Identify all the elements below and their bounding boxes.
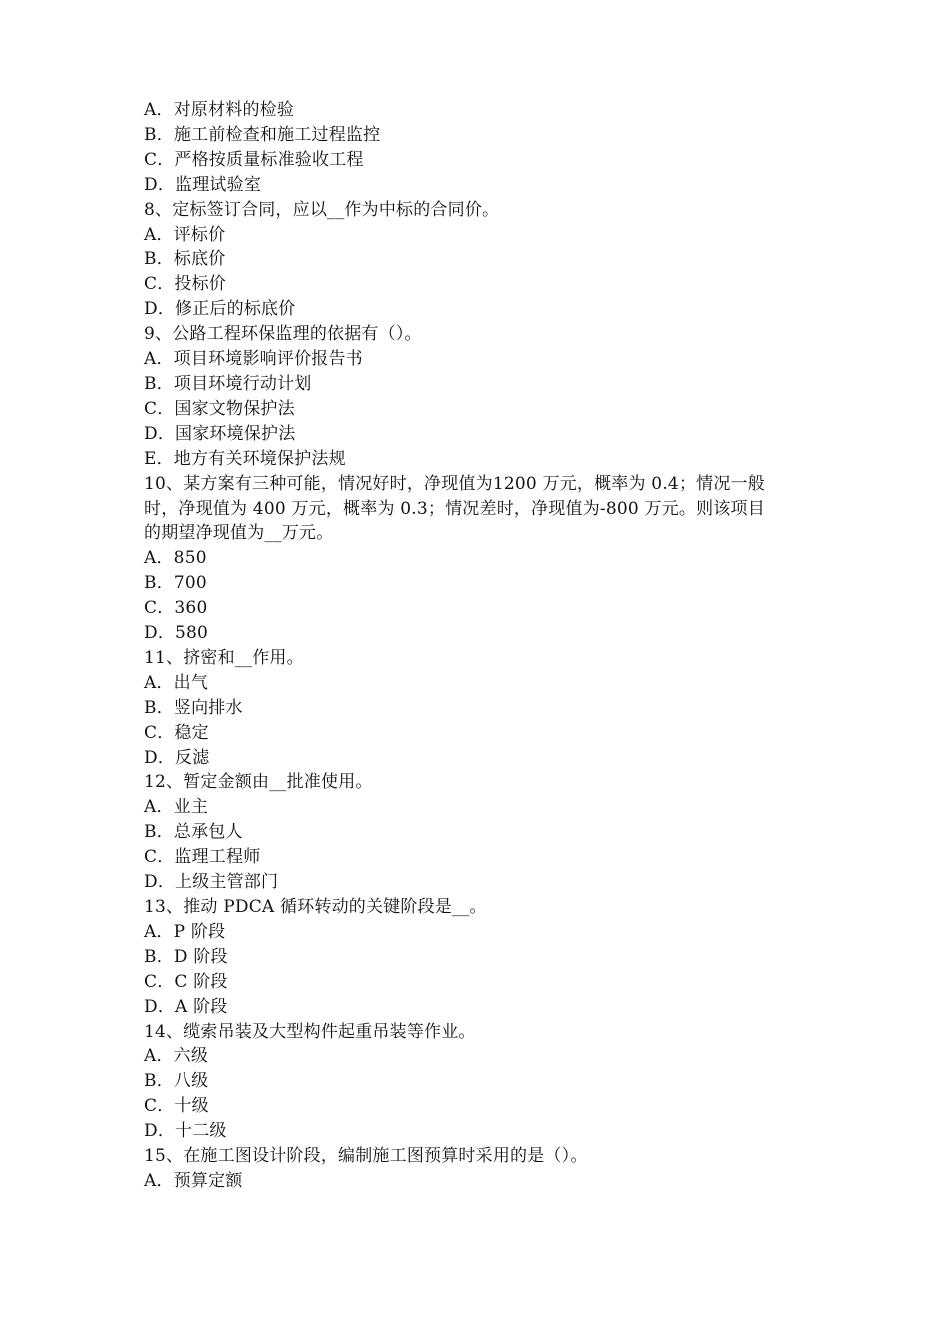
exam-text-body (144, 98, 812, 1194)
option-line: A．P 阶段 (144, 921, 226, 942)
question-11: 11、挤密和__作用。 (144, 647, 304, 668)
question-10-line-3: 的期望净现值为__万元。 (144, 523, 334, 544)
option-line: B．竖向排水 (144, 697, 243, 718)
option-line: D．监理试验室 (144, 174, 262, 195)
option-line: A．对原材料的检验 (144, 100, 295, 120)
option-line: C．监理工程师 (144, 847, 261, 868)
option-line: A．评标价 (144, 224, 226, 245)
option-line: C．稳定 (144, 722, 209, 743)
option-line: A．项目环境影响评价报告书 (144, 349, 363, 370)
option-line: C．投标价 (144, 274, 227, 295)
option-line: D．上级主管部门 (144, 872, 279, 893)
question-13: 13、推动 PDCA 循环转动的关键阶段是__。 (144, 897, 487, 917)
option-line: B．八级 (144, 1071, 209, 1092)
option-line: A．850 (144, 548, 207, 569)
option-line: D．修正后的标底价 (144, 299, 296, 320)
option-line: D．国家环境保护法 (144, 423, 296, 444)
option-line: D．十二级 (144, 1121, 227, 1142)
option-line: B．总承包人 (144, 822, 243, 843)
question-9: 9、公路工程环保监理的依据有（）。 (144, 324, 422, 345)
option-line: A．出气 (144, 672, 209, 693)
question-14: 14、缆索吊装及大型构件起重吊装等作业。 (144, 1021, 476, 1042)
option-line: A．业主 (144, 797, 209, 818)
option-line: C．360 (144, 598, 208, 619)
question-15: 15、在施工图设计阶段，编制施工图预算时采用的是（）。 (144, 1146, 588, 1167)
option-line: C．C 阶段 (144, 971, 228, 992)
option-line: E．地方有关环境保护法规 (144, 448, 346, 469)
option-line: D．反滤 (144, 747, 210, 768)
option-line: C．国家文物保护法 (144, 398, 295, 419)
question-10-line-2: 时，净现值为 400 万元，概率为 0.3；情况差时，净现值为-800 万元。则该项目 (144, 498, 765, 519)
question-8: 8、定标签订合同，应以__作为中标的合同价。 (144, 199, 500, 220)
option-line: D．580 (144, 623, 209, 644)
option-line: A．预算定额 (144, 1170, 243, 1191)
option-line: A．六级 (144, 1046, 209, 1067)
question-12: 12、暂定金额由__批准使用。 (144, 772, 373, 793)
option-line: D．A 阶段 (144, 996, 228, 1017)
option-line: B．D 阶段 (144, 946, 228, 967)
option-line: B．700 (144, 573, 207, 594)
option-line: B．施工前检查和施工过程监控 (144, 124, 381, 145)
option-line: C．十级 (144, 1096, 209, 1117)
option-line: B．标底价 (144, 249, 226, 270)
option-line: B．项目环境行动计划 (144, 373, 312, 394)
question-10-line-1: 10、某方案有三种可能，情况好时，净现值为1200 万元，概率为 0.4；情况一般 (144, 473, 765, 494)
option-line: C．严格按质量标准验收工程 (144, 149, 364, 170)
